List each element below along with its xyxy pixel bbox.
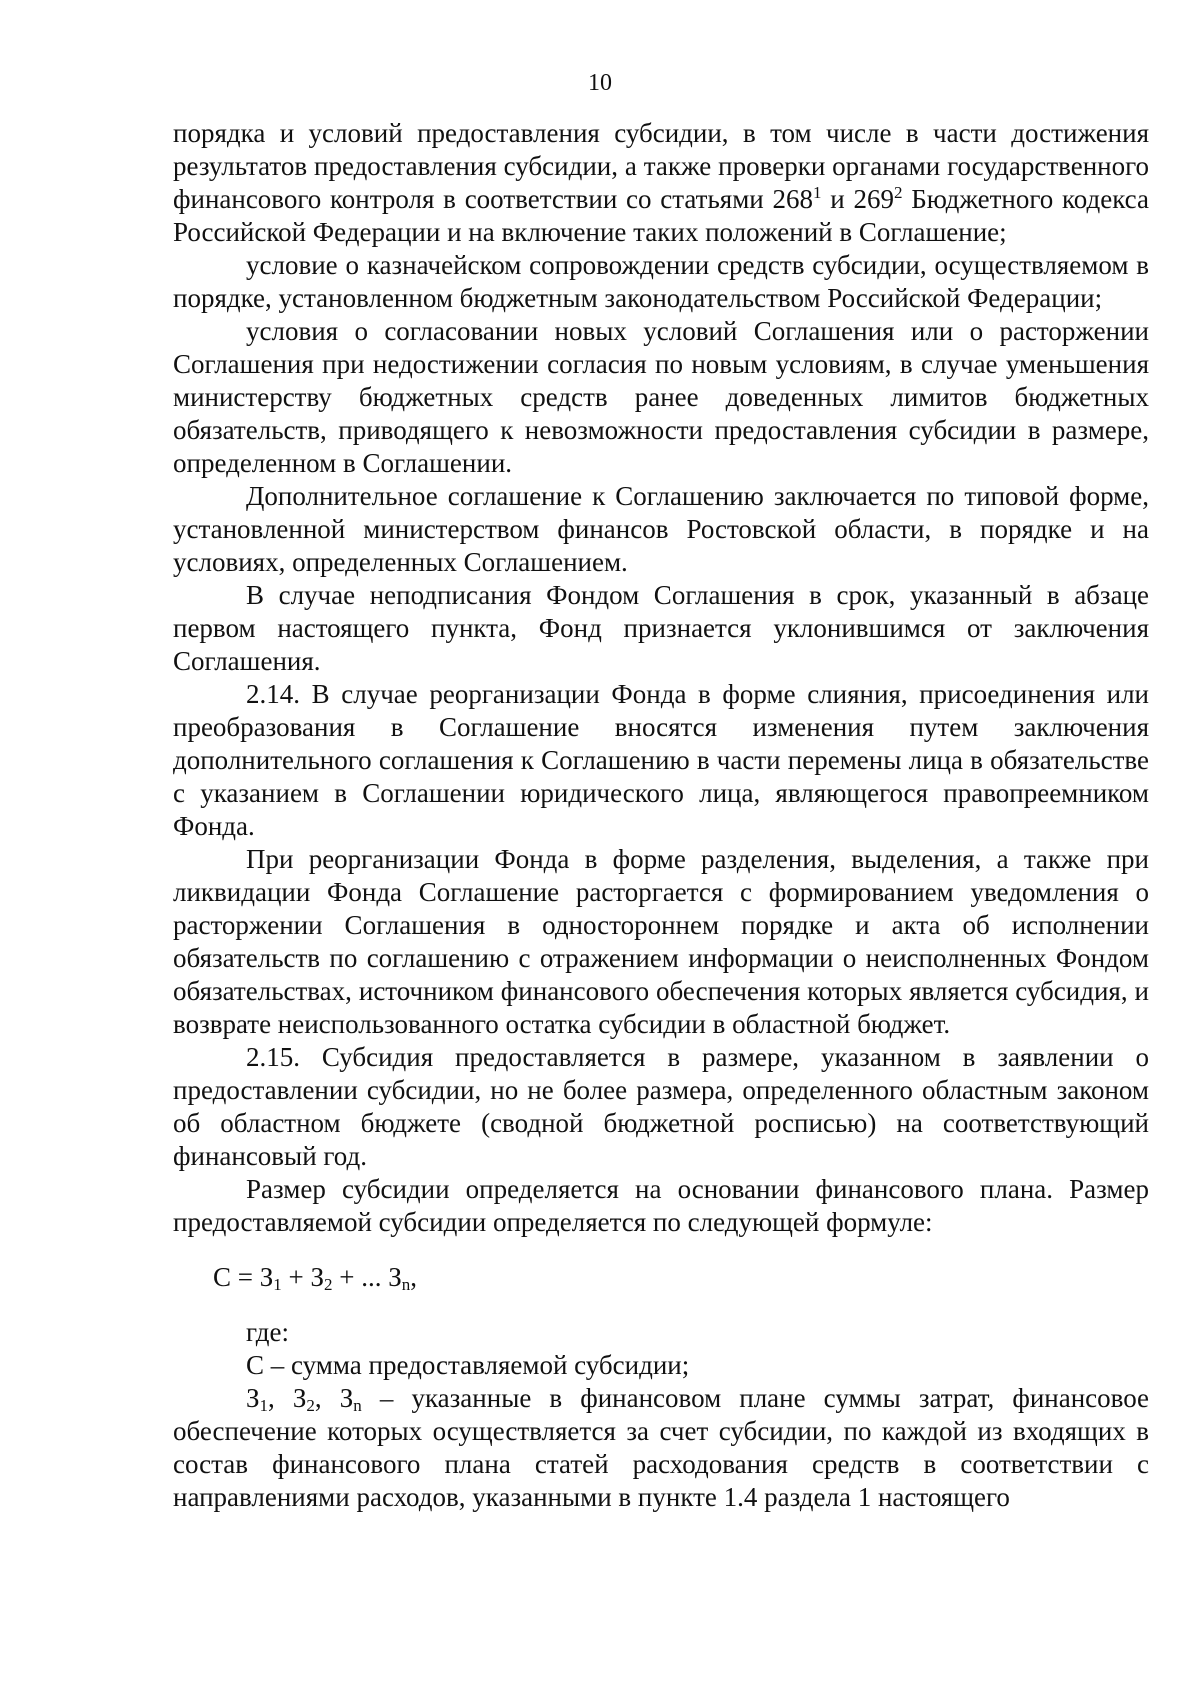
formula-text: ,: [410, 1262, 418, 1292]
paragraph-text: порядка и условий предоставления субсидии, в том числе в части достижения результатов предоставления субсидии, а также проверки органами государственного финансового контроля в соответствии со статьями 268: [173, 118, 1149, 214]
paragraph: Дополнительное соглашение к Соглашению заключается по типовой форме, установленной министерством финансов Ростовской области, в порядке и на условиях, определенных Соглашением.: [173, 481, 1149, 577]
subscript: 1: [259, 1396, 269, 1415]
definition-symbol: , З: [314, 1383, 354, 1413]
paragraph: условие о казначейском сопровождении средств субсидии, осуществляемом в порядке, установленном бюджетным законодательством Российской Федерации;: [173, 250, 1149, 313]
superscript: 2: [894, 183, 903, 202]
formula-text: + З: [281, 1262, 325, 1292]
paragraph-text: Бюджетного кодекса Российской Федерации и на включение таких положений в Соглашение;: [173, 184, 1149, 247]
subscript: 2: [324, 1275, 333, 1294]
formula-text: С = З: [213, 1262, 274, 1292]
subscript: n: [353, 1396, 362, 1415]
paragraph: Размер субсидии определяется на основании финансового плана. Размер предоставляемой субсидии определяется по следующей формуле:: [173, 1174, 1149, 1237]
subscript: n: [401, 1275, 411, 1294]
definition-z: [173, 1382, 1149, 1514]
definition-text: – указанные в финансовом плане суммы затрат, финансовое обеспечение которых осуществляется за счет субсидии, по каждой из входящих в состав финансового плана статей расходования средств в соответствии с направлениями расходов, указанными в пункте 1.4 раздела 1 настоящего: [173, 1383, 1150, 1512]
paragraph: условия о согласовании новых условий Соглашения или о расторжении Соглашения при недостижении согласия по новым условиям, в случае уменьшения министерству бюджетных средств ранее доведенных лимитов бюджетных обязательств, приводящего к невозможности предоставления субсидии в размере, определенном в Соглашении.: [173, 316, 1149, 478]
paragraph-continuation: [173, 117, 1149, 249]
definition-c: С – сумма предоставляемой субсидии;: [246, 1350, 690, 1380]
subscript: 2: [306, 1396, 315, 1415]
paragraph: При реорганизации Фонда в форме разделения, выделения, а также при ликвидации Фонда Соглашение расторгается с формированием уведомления о расторжении Соглашения в одностороннем порядке и акта об исполнении обязательств по соглашению с отражением информации о неисполненных Фондом обязательствах, источником финансового обеспечения которых является субсидия, и возврате неиспользованного остатка субсидии в областной бюджет.: [173, 844, 1149, 1039]
paragraph: В случае неподписания Фондом Соглашения в срок, указанный в абзаце первом настоящего пункта, Фонд признается уклонившимся от заключения Соглашения.: [173, 580, 1149, 676]
definition-symbol: , З: [268, 1383, 307, 1413]
superscript: 1: [813, 183, 822, 202]
definition-symbol: З: [246, 1383, 260, 1413]
page-number: 10: [588, 70, 612, 96]
paragraph-text: и 269: [821, 184, 895, 214]
document-body: [173, 117, 1149, 1514]
paragraph-clause-2-14: 2.14. В случае реорганизации Фонда в форме слияния, присоединения или преобразования в Соглашение вносятся изменения путем заключения дополнительного соглашения к Соглашению в части перемены лица в обязательстве с указанием в Соглашении юридического лица, являющегося правопреемником Фонда.: [173, 679, 1149, 841]
paragraph-clause-2-15: 2.15. Субсидия предоставляется в размере, указанном в заявлении о предоставлении субсидии, но не более размера, определенного областным законом об областном бюджете (сводной бюджетной росписью) на соответствующий финансовый год.: [173, 1042, 1149, 1171]
subscript: 1: [273, 1275, 282, 1294]
formula-text: + ... З: [332, 1262, 402, 1292]
subsidy-formula: [173, 1261, 1149, 1294]
where-label: где:: [246, 1317, 289, 1347]
